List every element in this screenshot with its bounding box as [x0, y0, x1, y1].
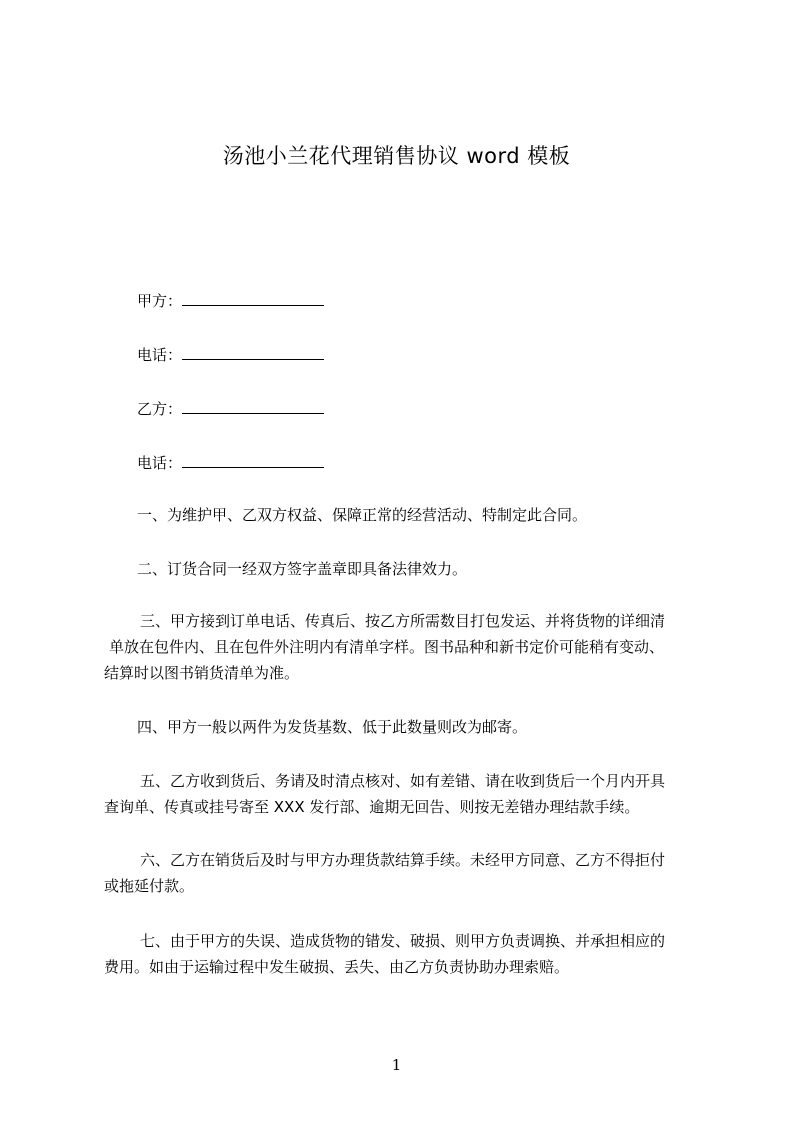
party-b-phone-label: 电话： — [137, 454, 183, 472]
clause-5-line-2: 查询单、传真或挂号寄至 XXX 发行部、逾期无回告、则按无差错办理结款手续。 — [104, 798, 640, 816]
party-a-field — [137, 289, 324, 313]
page-number: 1 — [391, 1056, 402, 1074]
clause-2-line-1: 二、订货合同一经双方签字盖章即具备法律效力。 — [137, 560, 468, 578]
party-b-blank — [182, 397, 324, 414]
party-a-phone-label: 电话： — [137, 346, 183, 364]
clause-2 — [104, 556, 704, 582]
clause-3-line-2: 单放在包件内、且在包件外注明内有清单字样。图书品种和新书定价可能稍有变动、 — [109, 638, 665, 656]
clause-4-line-1: 四、甲方一般以两件为发货基数、低于此数量则改为邮寄。 — [137, 718, 528, 736]
clause-6-line-1: 六、乙方在销货后及时与甲方办理货款结算手续。未经甲方同意、乙方不得拒付 — [140, 851, 666, 869]
party-b-phone-field — [137, 451, 324, 475]
clause-7-line-1: 七、由于甲方的失误、造成货物的错发、破损、则甲方负责调换、并承担相应的 — [140, 932, 666, 950]
clause-3-line-1: 三、甲方接到订单电话、传真后、按乙方所需数目打包发运、并将货物的详细清 — [140, 612, 666, 630]
clause-6 — [104, 847, 704, 899]
clause-1-line-1: 一、为维护甲、乙双方权益、保障正常的经营活动、特制定此合同。 — [137, 506, 588, 524]
clause-3-line-3: 结算时以图书销货清单为准。 — [104, 664, 300, 682]
clause-5 — [104, 768, 704, 820]
party-a-phone-field — [137, 343, 324, 367]
party-a-phone-blank — [182, 343, 324, 360]
clause-4 — [104, 714, 704, 740]
document-title: 汤池小兰花代理销售协议 word 模板 — [222, 144, 571, 168]
party-b-phone-blank — [182, 451, 324, 468]
clause-6-line-2: 或拖延付款。 — [104, 877, 195, 895]
clause-1 — [104, 502, 704, 528]
party-b-field — [137, 397, 324, 421]
clause-7-line-2: 费用。如由于运输过程中发生破损、丢失、由乙方负责协助办理索赔。 — [104, 958, 570, 976]
party-a-blank — [182, 289, 324, 306]
clause-5-line-1: 五、乙方收到货后、务请及时清点核对、如有差错、请在收到货后一个月内开具 — [140, 772, 666, 790]
clause-7 — [104, 928, 704, 980]
clause-3 — [104, 608, 704, 686]
party-b-label: 乙方： — [137, 400, 183, 418]
party-a-label: 甲方： — [137, 292, 183, 310]
